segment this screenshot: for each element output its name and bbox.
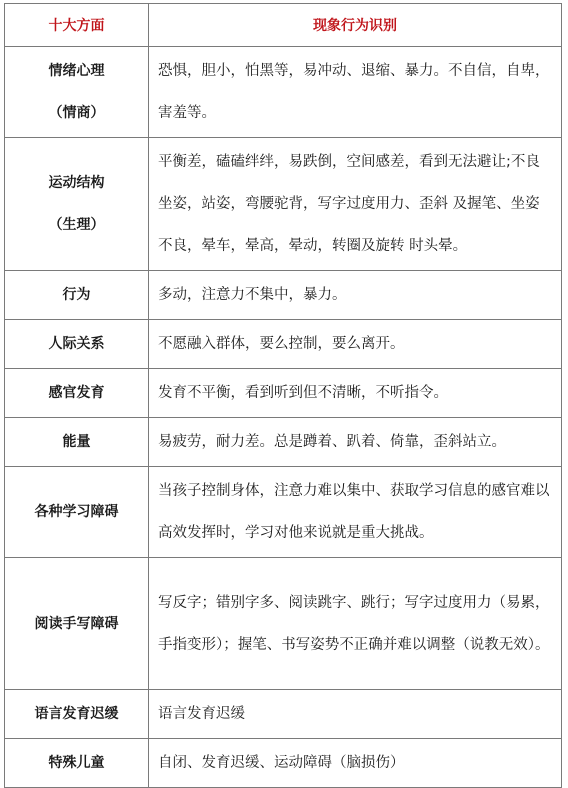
ten-aspects-table bbox=[4, 3, 562, 788]
table-row bbox=[5, 418, 562, 467]
behavior-description: 自闭、发育迟缓、运动障碍（脑损伤） bbox=[149, 739, 562, 788]
aspect-label: 各种学习障碍 bbox=[5, 467, 149, 558]
table-row bbox=[5, 558, 562, 690]
behavior-description: 当孩子控制身体，注意力难以集中、获取学习信息的感官难以高效发挥时，学习对他来说就是重大挑战。 bbox=[149, 467, 562, 558]
behavior-description: 发育不平衡，看到听到但不清晰，不听指令。 bbox=[149, 369, 562, 418]
aspect-sublabel: （生理） bbox=[48, 217, 105, 233]
table-row bbox=[5, 271, 562, 320]
aspect-label: 人际关系 bbox=[5, 320, 149, 369]
aspect-label: 能量 bbox=[5, 418, 149, 467]
table-row bbox=[5, 47, 562, 138]
behavior-description: 平衡差，磕磕绊绊，易跌倒，空间感差，看到无法避让;不良坐姿，站姿，弯腰驼背，写字过度用力、歪斜 及握笔、坐姿不良，晕车，晕高，晕动，转圈及旋转 时头晕。 bbox=[149, 138, 562, 271]
aspect-label: 感官发育 bbox=[5, 369, 149, 418]
table-row bbox=[5, 690, 562, 739]
behavior-description: 不愿融入群体，要么控制，要么离开。 bbox=[149, 320, 562, 369]
aspect-label: 运动结构 bbox=[48, 175, 105, 191]
aspect-label: 情绪心理 bbox=[48, 63, 105, 79]
aspect-label: 特殊儿童 bbox=[5, 739, 149, 788]
aspect-sublabel: （情商） bbox=[48, 105, 105, 121]
aspect-label: 阅读手写障碍 bbox=[5, 558, 149, 690]
table-row bbox=[5, 369, 562, 418]
aspect-cell bbox=[5, 138, 149, 271]
behavior-description: 多动，注意力不集中，暴力。 bbox=[149, 271, 562, 320]
aspect-label: 行为 bbox=[5, 271, 149, 320]
header-aspect: 十大方面 bbox=[5, 4, 149, 47]
header-row bbox=[5, 4, 562, 47]
table-row bbox=[5, 138, 562, 271]
behavior-description: 恐惧，胆小，怕黑等，易冲动、退缩、暴力。不自信，自卑，害羞等。 bbox=[149, 47, 562, 138]
behavior-description: 语言发育迟缓 bbox=[149, 690, 562, 739]
behavior-description: 易疲劳，耐力差。总是蹲着、趴着、倚靠，歪斜站立。 bbox=[149, 418, 562, 467]
table-row bbox=[5, 739, 562, 788]
aspect-label: 语言发育迟缓 bbox=[5, 690, 149, 739]
aspect-cell bbox=[5, 47, 149, 138]
behavior-description: 写反字；错别字多、阅读跳字、跳行；写字过度用力（易累，手指变形）；握笔、书写姿势不正确并难以调整（说教无效）。 bbox=[149, 558, 562, 690]
table-row bbox=[5, 467, 562, 558]
header-behavior: 现象行为识别 bbox=[149, 4, 562, 47]
table-row bbox=[5, 320, 562, 369]
